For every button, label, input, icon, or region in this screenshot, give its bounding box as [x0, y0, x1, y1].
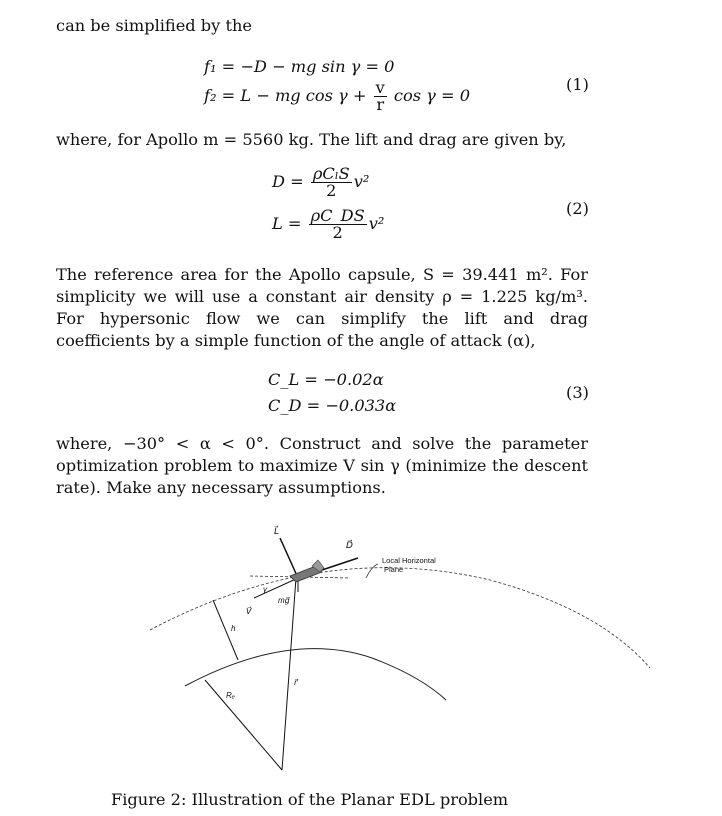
mg-label: mg⃗: [278, 596, 290, 605]
atmosphere-arc: [150, 568, 650, 668]
equation-2-number: (2): [566, 199, 589, 218]
local-horizontal-pointer: [366, 564, 378, 578]
earth-radius-line: [205, 680, 282, 770]
equation-1-line-1: f₁ = −D − mg sin γ = 0: [204, 57, 395, 76]
lift-vector: [280, 538, 298, 578]
equation-1-line-2: f₂ = L − mg cos γ + $\frac{v}{r}$ cos γ = 0: [204, 78, 471, 114]
equation-1-number: (1): [566, 75, 589, 94]
drag-label: D⃗: [346, 540, 353, 550]
equation-3-number: (3): [566, 383, 589, 402]
drag-fraction: $\frac{\text{ρCₗS}}{2}$: [312, 164, 350, 200]
earth-radius-label: Rₑ: [226, 691, 235, 700]
apollo-mass-text: where, for Apollo m = 5560 kg. The lift and drag are given by,: [56, 130, 567, 149]
lift-fraction: $\frac{\rho C\_DS}{2}$: [310, 206, 365, 242]
equation-3-cl: C_L = −0.02α: [268, 370, 384, 389]
position-vector-label: r⃗: [294, 678, 298, 687]
planet-surface-arc: [185, 649, 446, 700]
equation-2-drag: D = $\frac{\text{ρCₗS}}{2}$ v²: [272, 164, 370, 200]
v-over-r-fraction: $\frac{v}{r}$: [375, 78, 385, 114]
intro-text: can be simplified by the: [56, 16, 252, 35]
equation-2-lift: L = $\frac{\rho C\_DS}{2}$ v²: [272, 206, 385, 242]
plane-label: Plane: [384, 565, 404, 574]
edl-figure: [0, 510, 722, 810]
position-vector-line: [282, 578, 296, 770]
optimization-problem-paragraph: where, −30° < α < 0°. Construct and solve the parameter optimization problem to maximize V sin γ (minimize the descent rate). Make any necessary assumptions.: [56, 434, 588, 497]
reference-area-paragraph: The reference area for the Apollo capsule, S = 39.441 m². For simplicity we will use a constant air density ρ = 1.225 kg/m³. For hypersonic flow we can simplify the lift and drag coefficients by a simple function of the angle of attack (α),: [56, 265, 588, 350]
velocity-label: V⃗: [246, 607, 252, 616]
local-horizontal-label: Local Horizontal: [382, 556, 436, 565]
lift-label: L⃗: [274, 526, 280, 536]
equation-3-cd: C_D = −0.033α: [268, 396, 397, 415]
gamma-label: γ: [263, 585, 267, 594]
figure-caption: Figure 2: Illustration of the Planar EDL problem: [111, 790, 509, 809]
altitude-label: h: [231, 624, 236, 633]
